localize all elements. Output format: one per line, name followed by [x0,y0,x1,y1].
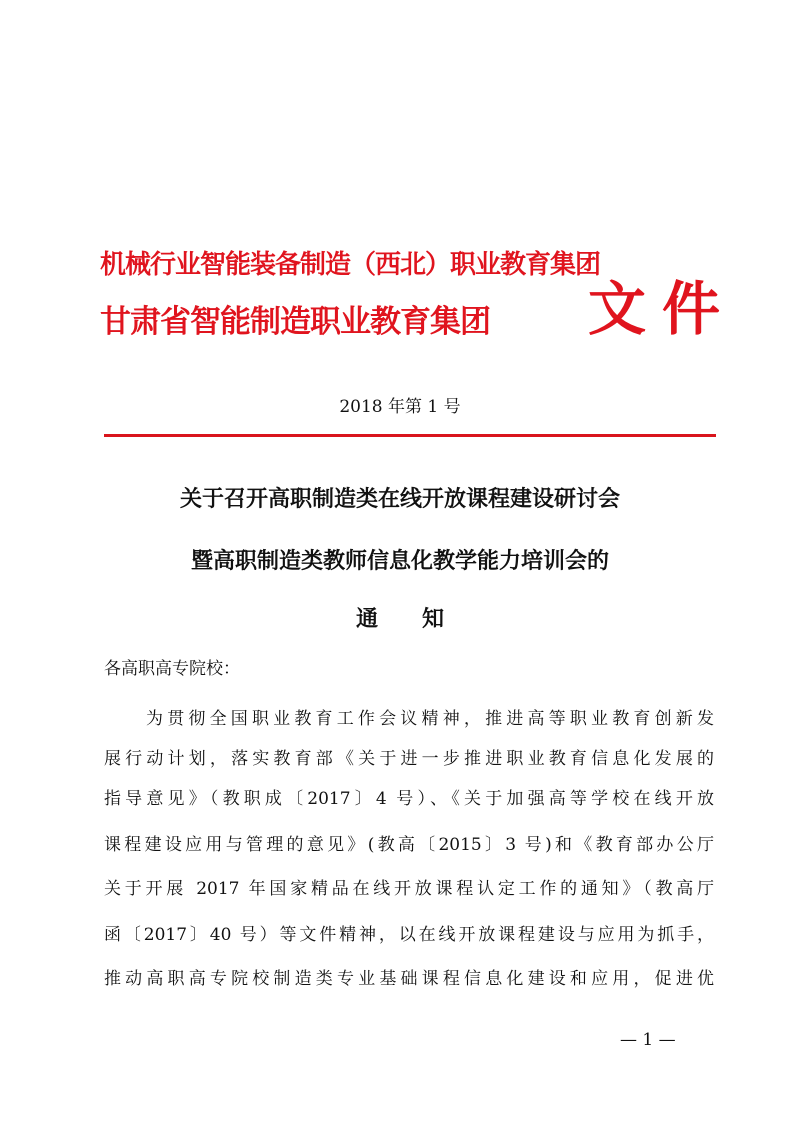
title-line-1: 关于召开高职制造类在线开放课程建设研讨会 [179,487,620,512]
document-number: 2018 年第 1 号 [339,397,461,417]
salutation: 各高职高专院校： [104,659,240,679]
issuing-org-line-1: 机械行业智能装备制造（西北）职业教育集团 [100,250,601,280]
title-line-2: 暨高职制造类教师信息化教学能力培训会的 [190,549,609,574]
red-divider-line [104,434,716,437]
title-line-3 [0,602,800,633]
body-line: 为贯彻全国职业教育工作会议精神，推进高等职业教育创新发 [146,709,714,729]
body-line: 展行动计划，落实教育部《关于进一步推进职业教育信息化发展的 [104,749,714,769]
body-line: 关于开展 2017 年国家精品在线开放课程认定工作的通知》（教高厅 [104,879,714,899]
page-number: — 1 — [620,1030,676,1050]
title-char-tong: 通 [355,607,378,632]
title-char-zhi: 知 [422,607,445,632]
body-line: 指导意见》（教职成〔2017〕4 号）、《关于加强高等学校在线开放 [104,789,714,809]
document-type-label: 文件 [588,275,737,343]
issuing-org-line-2: 甘肃省智能制造职业教育集团 [100,304,490,340]
body-line: 课程建设应用与管理的意见》(教高〔2015〕3 号)和《教育部办公厅 [104,835,714,855]
body-line: 推动高职高专院校制造类专业基础课程信息化建设和应用，促进优 [104,969,714,989]
body-line: 函〔2017〕40 号）等文件精神，以在线开放课程建设与应用为抓手， [104,925,714,945]
